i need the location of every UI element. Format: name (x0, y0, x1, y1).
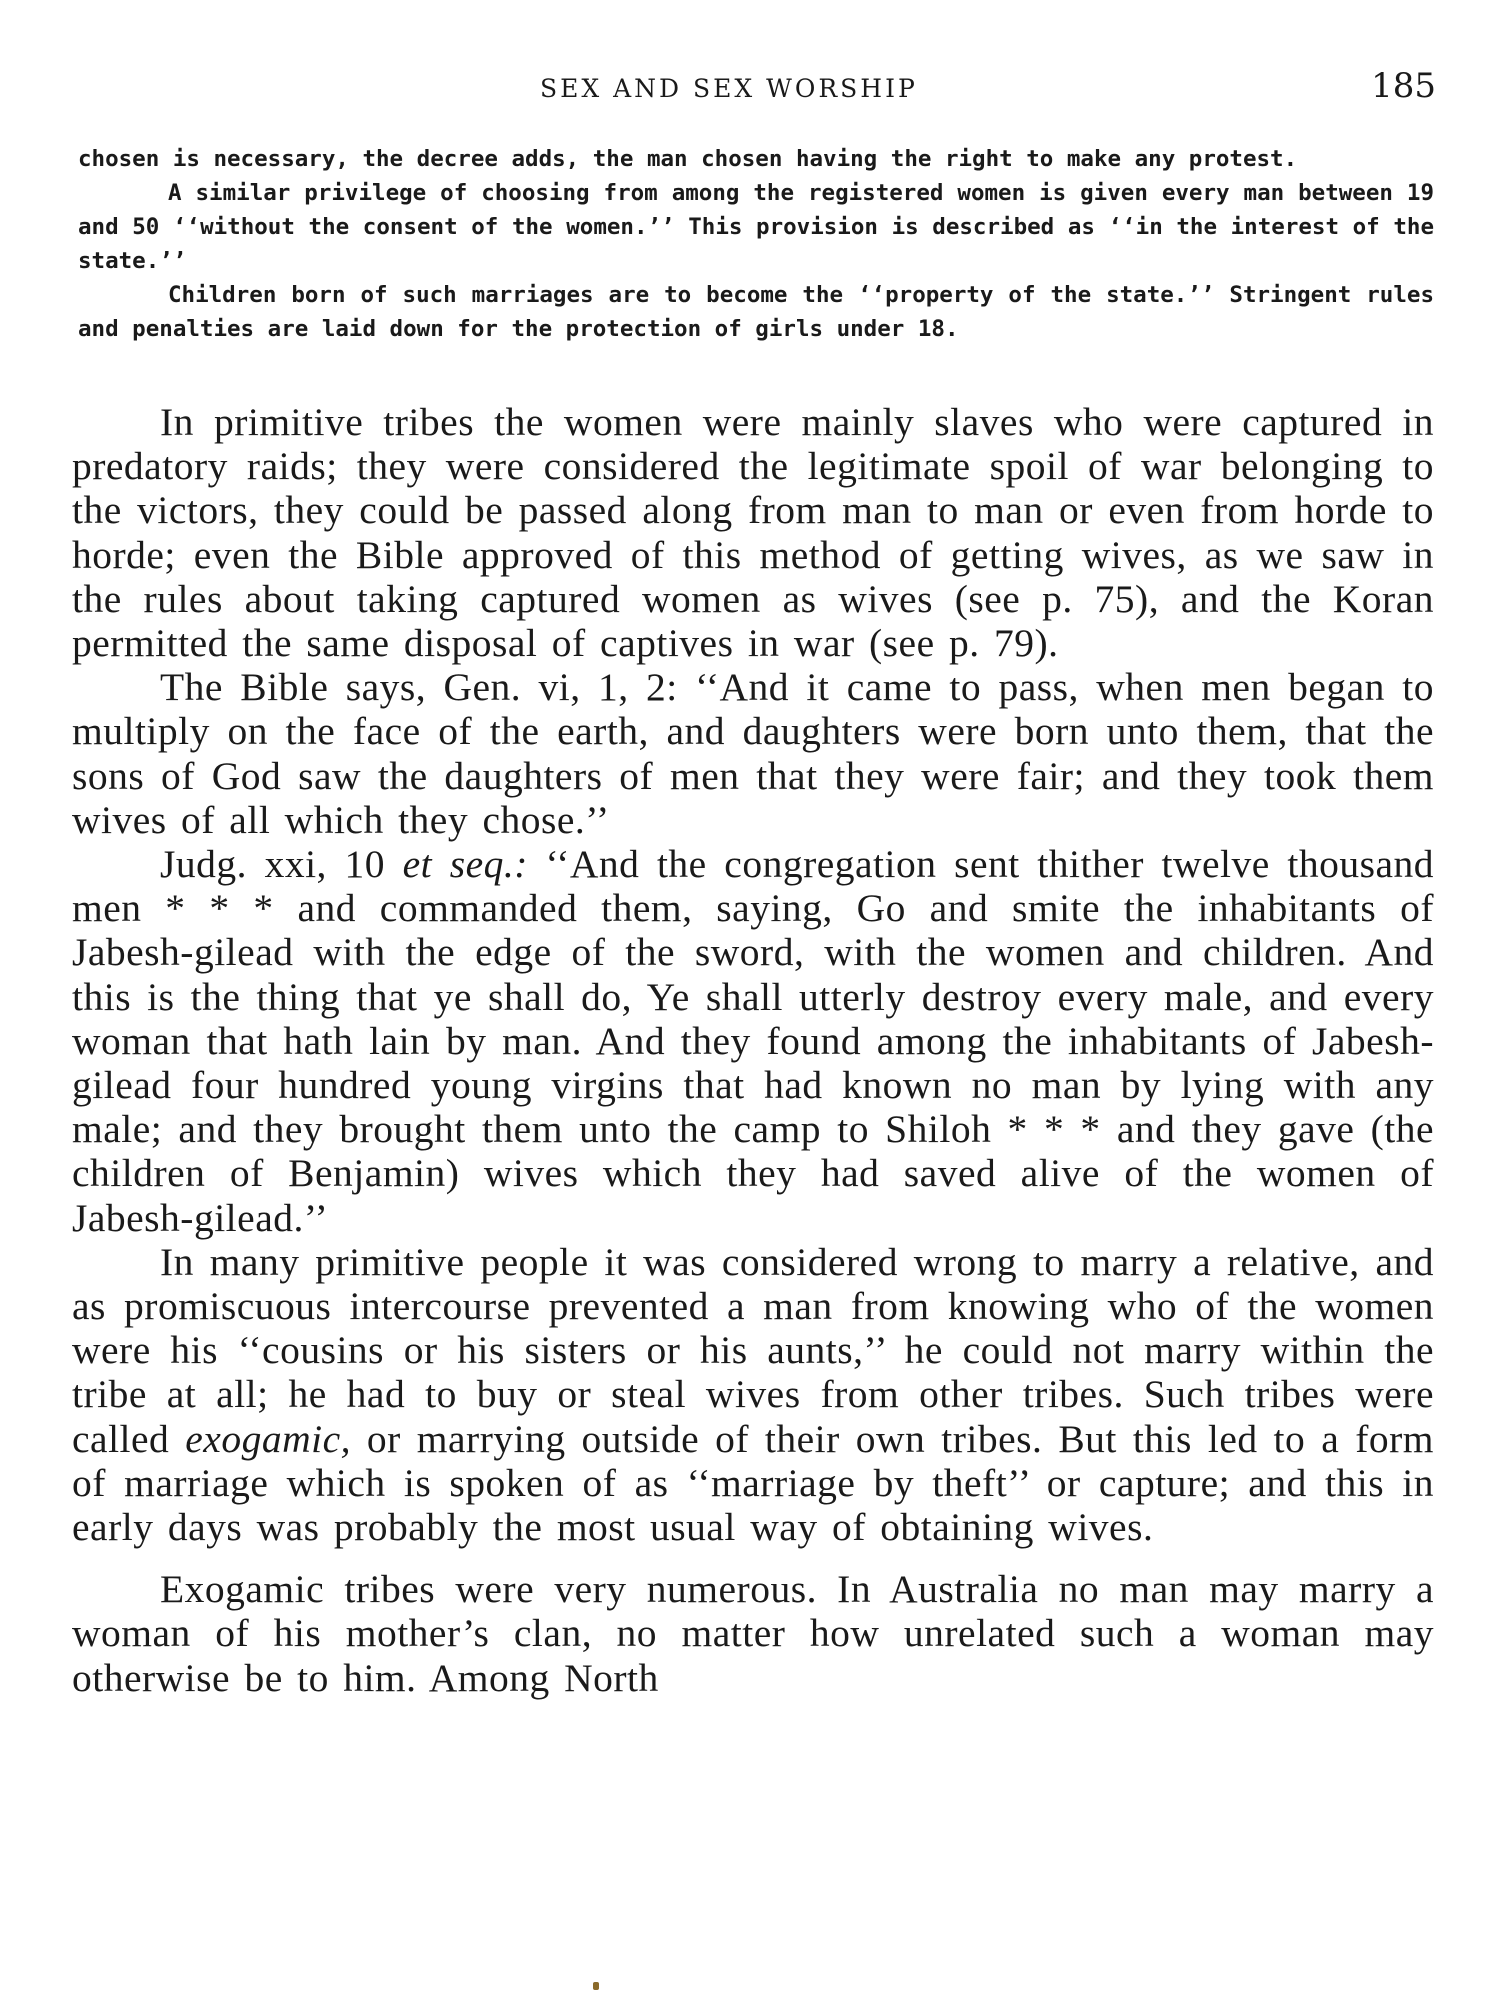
quoted-decree-block (78, 142, 1434, 346)
italic-text: et seq.: (402, 842, 528, 887)
text-run: In many primitive people it was considered wrong to marry a relative, and as promiscuous intercourse prevented a man from knowing who of the women were his ‘‘cousins or his sisters or his aunts,’’ he could not marry within the tribe at all; he had to buy or steal wives from other tribes. Such tribes were called (72, 1239, 1434, 1461)
page-number: 185 (1371, 66, 1436, 106)
running-head (0, 66, 1500, 110)
quote-paragraph: chosen is necessary, the decree adds, the man chosen having the right to make any protest. (78, 146, 1298, 172)
paper-speck (593, 1982, 599, 1990)
body-paragraph: Exogamic tribes were very numerous. In Australia no man may marry a woman of his mother’s clan, no matter how unrelated such a woman may otherwise be to him. Among North (72, 1567, 1434, 1700)
text-run: or marrying outside of their own tribes. But this led to a form of marriage which is spoken of as ‘‘marriage by theft’’ or capture; and this in early days was probably the most usual way of obtaining wives. (72, 1416, 1434, 1550)
body-paragraph (72, 842, 1434, 1240)
running-title: SEX AND SEX WORSHIP (540, 74, 918, 103)
body-paragraph (72, 1240, 1434, 1549)
body-paragraph: The Bible says, Gen. vi, 1, 2: ‘‘And it came to pass, when men began to multiply on the face of the earth, and daughters were born unto them, that the sons of God saw the daughters of men that they were fair; and they took them wives of all which they chose.’’ (72, 665, 1434, 842)
quote-paragraph: Children born of such marriages are to become the ‘‘property of the state.’’ Stringent rules and penalties are laid down for the protection of girls under 18. (78, 282, 1434, 342)
italic-text: exogamic, (185, 1416, 351, 1461)
text-run: ‘‘And the congregation sent thither twelve thousand men * * * and commanded them, saying, Go and smite the inhabitants of Jabesh-gilead with the edge of the sword, with the women and children. And this is the thing that ye shall do, Ye shall utterly destroy every male, and every woman that hath lain by man. And they found among the inhabitants of Jabesh-gilead four hundred young virgins that had known no man by lying with any male; and they brought them unto the camp to Shiloh * * * and they gave (the children of Benjamin) wives which they had saved alive of the women of Jabesh-gilead.’’ (72, 842, 1434, 1240)
body-paragraph: In primitive tribes the women were mainly slaves who were captured in predatory raids; they were considered the legitimate spoil of war belonging to the victors, they could be passed along from man to man or even from horde to horde; even the Bible approved of this method of getting wives, as we saw in the rules about taking captured women as wives (see p. 75), and the Koran permitted the same disposal of captives in war (see p. 79). (72, 400, 1434, 666)
text-run: Judg. xxi, 10 (160, 842, 403, 887)
quote-paragraph: A similar privilege of choosing from among the registered women is given every man between 19 and 50 ‘‘without the consent of the women.’’ This provision is described as ‘‘in the interest of the state.’’ (78, 180, 1434, 274)
body-text (72, 400, 1434, 1700)
